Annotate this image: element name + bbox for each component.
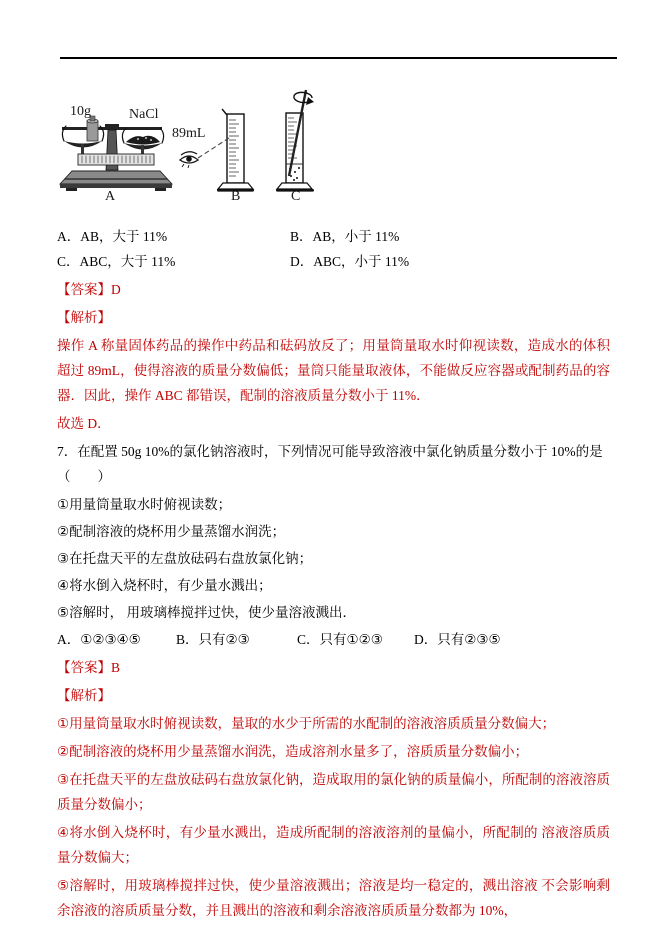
q7-option-c: C．只有①②③ bbox=[297, 632, 383, 647]
q7-analysis-item-2: ②配制溶液的烧杯用少量蒸馏水润洗，造成溶剂水量多了，溶质质量分数偏小； bbox=[57, 744, 529, 759]
q6-answer-line bbox=[57, 277, 610, 302]
q6-option-b: B．AB，小于 11% bbox=[290, 229, 400, 244]
answer-label: 【答案】 bbox=[57, 660, 111, 675]
q7-analysis-item-3: ③在托盘天平的左盘放砝码右盘放氯化钠，造成取用的氯化钠的质量偏小，所配制的溶液溶质质量分数偏小； bbox=[57, 772, 610, 812]
q7-analysis-item-4: ④将水倒入烧杯时，有少量水溅出，造成所配制的溶液溶剂的量偏小，所配制的 溶液溶质质量分数偏大； bbox=[57, 825, 610, 865]
q7-analysis-item-1: ①用量筒量取水时俯视读数，量取的水少于所需的水配制的溶液溶质质量分数偏大； bbox=[57, 716, 556, 731]
apparatus-illustration bbox=[50, 84, 320, 206]
balance-icon bbox=[60, 116, 172, 191]
q7-answer-line bbox=[57, 655, 610, 680]
q7-option-a: A．①②③④⑤ bbox=[57, 632, 141, 647]
document-body bbox=[57, 224, 610, 926]
answer-label: 【答案】 bbox=[57, 282, 111, 297]
q6-conclusion: 故选 D． bbox=[57, 416, 111, 431]
q7-options bbox=[57, 627, 610, 652]
weight-label: 10g bbox=[70, 104, 91, 119]
q7-item-1: ①用量筒量取水时俯视读数； bbox=[57, 497, 232, 512]
q7-answer-value: B bbox=[111, 660, 121, 675]
header-divider-line bbox=[60, 57, 617, 59]
q6-options bbox=[57, 224, 610, 274]
q7-option-b: B．只有②③ bbox=[176, 632, 250, 647]
q7-item-4: ④将水倒入烧杯时，有少量水溅出； bbox=[57, 578, 272, 593]
q6-option-c: C．ABC，大于 11% bbox=[57, 254, 176, 269]
cylinder-b-icon bbox=[217, 109, 254, 192]
q6-option-d: D．ABC，小于 11% bbox=[290, 254, 410, 269]
volume-label: 89mL bbox=[172, 126, 206, 141]
q7-option-d: D．只有②③⑤ bbox=[414, 632, 501, 647]
q7-analysis-label: 【解析】 bbox=[57, 688, 111, 703]
cylinder-c-icon bbox=[276, 113, 314, 192]
figure-label-a: A bbox=[105, 189, 116, 204]
q6-answer-value: D bbox=[111, 282, 121, 297]
q6-option-a: A．AB，大于 11% bbox=[57, 229, 168, 244]
figure-label-c: C bbox=[291, 189, 301, 204]
figure-label-b: B bbox=[231, 189, 241, 204]
q7-analysis-list bbox=[57, 711, 610, 923]
q7-analysis-item-5: ⑤溶解时，用玻璃棒搅拌过快，使少量溶液溅出；溶液是均一稳定的，溅出溶液 不会影响剩余溶液的溶质质量分数，并且溅出的溶液和剩余溶液溶质质量分数都为 10%， bbox=[57, 878, 610, 918]
q7-item-5: ⑤溶解时， 用玻璃棒搅拌过快，使少量溶液溅出． bbox=[57, 605, 356, 620]
substance-label: NaCl bbox=[129, 107, 159, 122]
q7-item-2: ②配制溶液的烧杯用少量蒸馏水润洗； bbox=[57, 524, 286, 539]
q7-item-3: ③在托盘天平的左盘放砝码右盘放氯化钠； bbox=[57, 551, 313, 566]
q7-item-list bbox=[57, 492, 610, 625]
q7-stem: 7．在配置 50g 10%的氯化钠溶液时，下列情况可能导致溶液中氯化钠质量分数小于 10%的是（ ） bbox=[57, 444, 603, 484]
apparatus-figure bbox=[50, 84, 340, 212]
q6-analysis-label: 【解析】 bbox=[57, 310, 111, 325]
eye-icon bbox=[180, 152, 198, 168]
q6-analysis-text: 操作 A 称量固体药品的操作中药品和砝码放反了；用量筒量取水时仰视读数，造成水的体积超过 89mL，使得溶液的质量分数偏低；量筒只能量取液体，不能做反应容器或配制药品的容器．因此，操作 ABC 都错误，配制的溶液质量分数小于 11%． bbox=[57, 338, 610, 403]
